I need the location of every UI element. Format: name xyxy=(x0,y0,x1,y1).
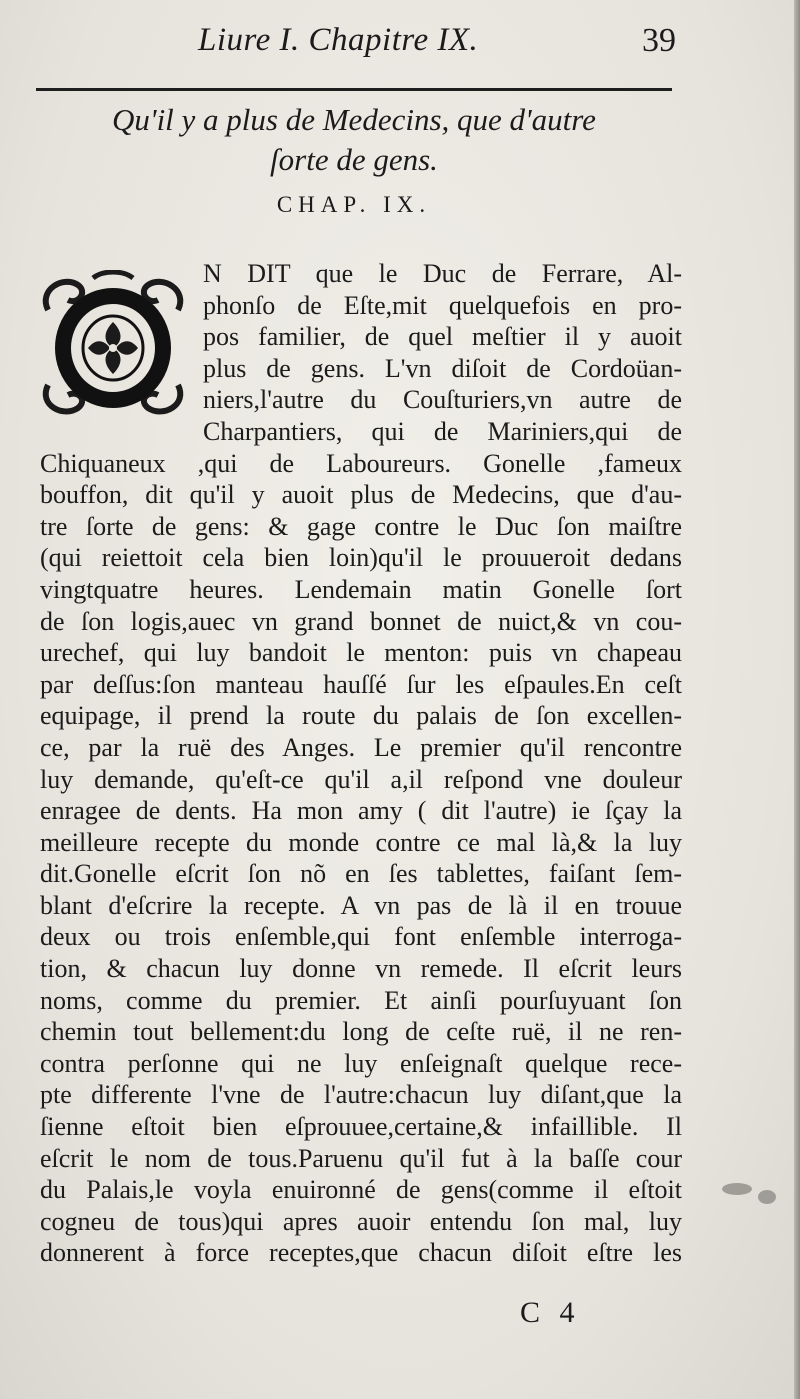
signature-mark: C 4 xyxy=(520,1296,581,1329)
text-line: du Palais,le voyla enuironné de gens(comme il eſtoit xyxy=(40,1175,682,1205)
running-title: Liure I. Chapitre IX. xyxy=(198,22,479,58)
text-line: eſcrit le nom de tous.Paruenu qu'il fut à la baſſe cour xyxy=(40,1143,682,1173)
text-line: phonſo de Eſte,mit quelquefois en pro- xyxy=(203,290,682,320)
page-edge-shadow xyxy=(794,0,800,1399)
page-header xyxy=(36,14,676,76)
text-line: niers,l'autre du Couſturiers,vn autre de xyxy=(203,385,682,415)
text-line: tre ſorte de gens: & gage contre le Duc ſon maiſtre xyxy=(40,511,682,541)
text-line: noms, comme du premier. Et ainſi pourſuyuant ſon xyxy=(40,985,682,1015)
chapter-title-line: Qu'il y a plus de Medecins, que d'autre xyxy=(112,102,596,137)
text-line: bouffon, dit qu'il y auoit plus de Medecins, que d'au- xyxy=(40,480,682,510)
text-line: Charpantiers, qui de Mariniers,qui de xyxy=(203,416,682,446)
text-line: Chiquaneux ,qui de Laboureurs. Gonelle ,fameux xyxy=(40,448,682,478)
text-line: deux ou trois enſemble,qui font enſemble interroga- xyxy=(40,922,682,952)
text-line: ce, par la ruë des Anges. Le premier qu'il rencontre xyxy=(40,732,682,762)
text-line: pte differente l'vne de l'autre:chacun luy diſant,que la xyxy=(40,1080,682,1110)
text-line: blant d'eſcrire la recepte. A vn pas de là il en trouue xyxy=(40,890,682,920)
page-number: 39 xyxy=(642,22,676,59)
text-line: meilleure recepte du monde contre ce mal là,& la luy xyxy=(40,827,682,857)
body-text xyxy=(40,258,682,1269)
text-line: (qui reiettoit cela bien loin)qu'il le prouueroit dedans xyxy=(40,543,682,573)
text-line: chemin tout bellement:du long de ceſte ruë, il ne ren- xyxy=(40,1017,682,1047)
text-line: enragee de dents. Ha mon amy ( dit l'autre) ie ſçay la xyxy=(40,796,682,826)
text-line: N DIT que le Duc de Ferrare, Al- xyxy=(203,259,682,288)
chapter-title-line: ſorte de gens. xyxy=(270,142,438,177)
text-line: luy demande, qu'eſt-ce qu'il a,il reſpond vne douleur xyxy=(40,764,682,794)
text-line: ſienne eſtoit bien eſprouuee,certaine,& infaillible. Il xyxy=(40,1112,682,1142)
text-line: tion, & chacun luy donne vn remede. Il eſcrit leurs xyxy=(40,954,682,984)
text-line: donnerent à force receptes,que chacun diſoit eſtre les xyxy=(40,1238,682,1268)
ink-smudge xyxy=(722,1183,752,1195)
text-line: de ſon logis,auec vn grand bonnet de nuict,& vn cou- xyxy=(40,606,682,636)
text-line: plus de gens. L'vn diſoit de Cordoüan- xyxy=(203,353,682,383)
text-line: contra perſonne qui ne luy enſeignaſt quelque rece- xyxy=(40,1048,682,1078)
text-line: cogneu de tous)qui apres auoir entendu ſon mal, luy xyxy=(40,1206,682,1236)
text-line: equipage, il prend la route du palais de ſon excellen- xyxy=(40,701,682,731)
header-rule xyxy=(36,88,672,91)
text-line: urechef, qui luy bandoit le menton: puis vn chapeau xyxy=(40,638,682,668)
chapter-label: CHAP. IX. xyxy=(276,192,432,217)
text-line: vingtquatre heures. Lendemain matin Gonelle ſort xyxy=(40,574,682,604)
text-line: dit.Gonelle eſcrit ſon nõ en ſes tablettes, faiſant ſem- xyxy=(40,859,682,889)
text-line: par deſſus:ſon manteau hauſſé ſur les eſpaules.En ceſt xyxy=(40,669,682,699)
text-line: pos familier, de quel meſtier il y auoit xyxy=(203,322,682,352)
chapter-title xyxy=(36,100,672,180)
ink-smudge xyxy=(758,1190,776,1204)
